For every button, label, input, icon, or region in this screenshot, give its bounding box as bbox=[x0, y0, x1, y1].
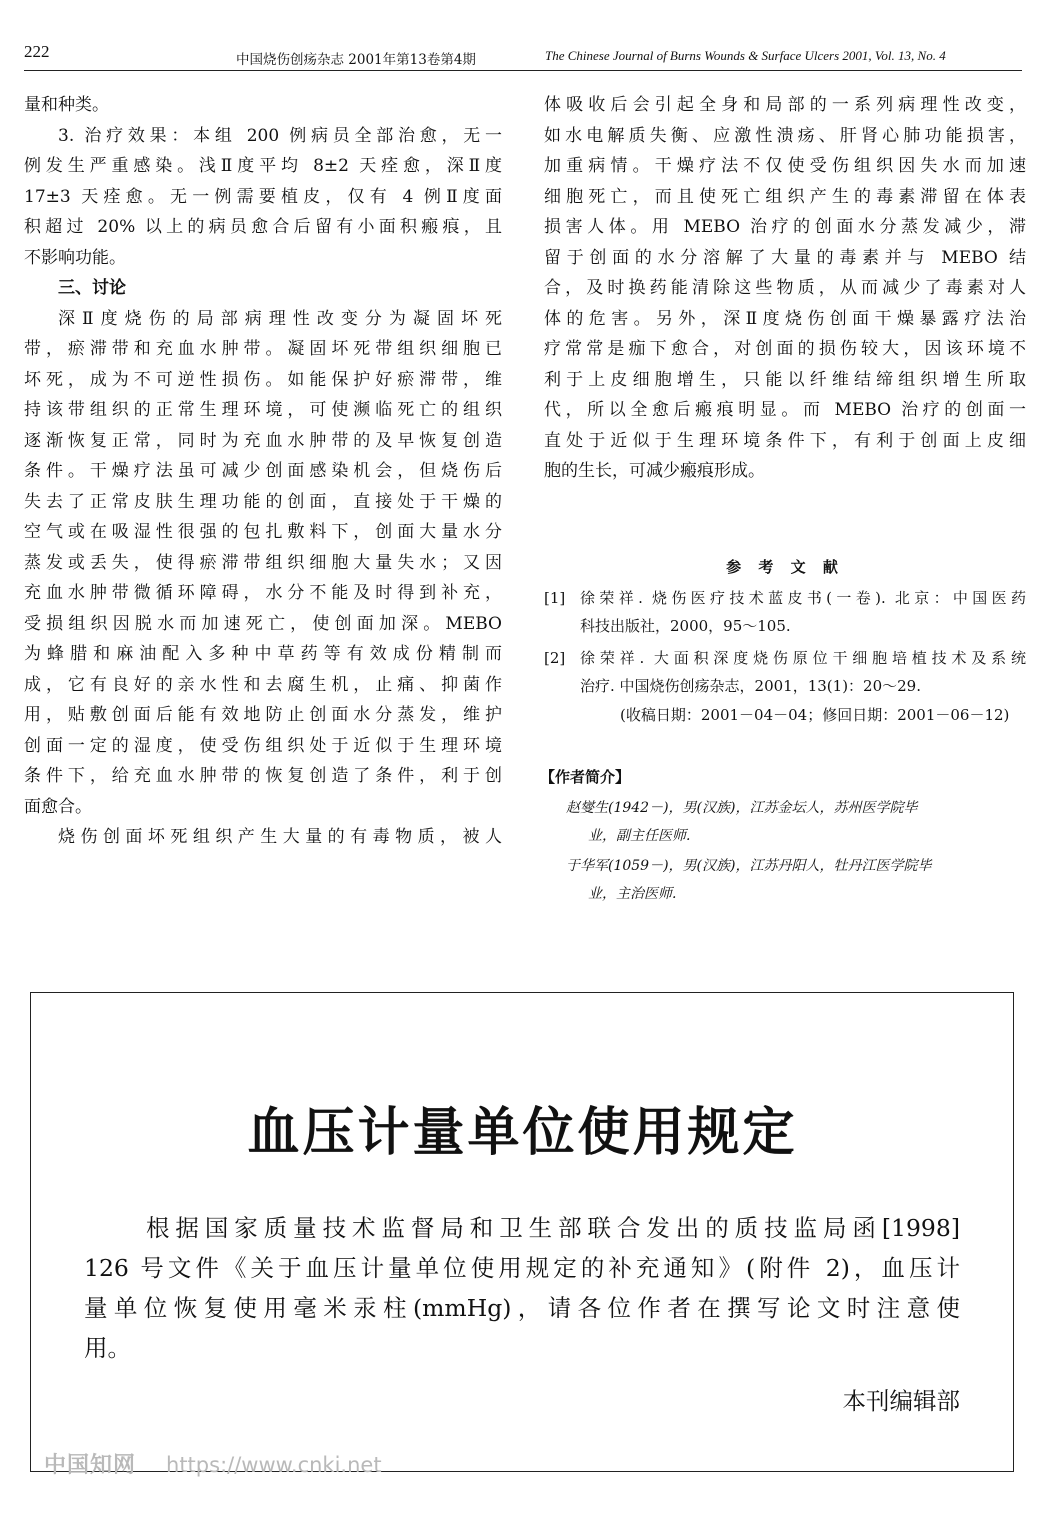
body-line: 体吸收后会引起全身和局部的一系列病理性改变， bbox=[544, 95, 1026, 115]
author-note bbox=[566, 794, 1026, 850]
body-line: 充血水肿带微循环障碍，水分不能及时得到补充， bbox=[24, 583, 502, 603]
body-line: 留于创面的水分溶解了大量的毒素并与 MEBO 结 bbox=[544, 247, 1026, 268]
body-line: 受损组织因脱水而加速死亡，使创面加深。MEBO bbox=[24, 613, 502, 634]
body-line: 逐渐恢复正常，同时为充血水肿带的及早恢复创造 bbox=[24, 430, 502, 451]
reference-item bbox=[544, 644, 1026, 700]
body-line: 损害人体。用 MEBO 治疗的创面水分蒸发减少，滞 bbox=[544, 217, 1026, 237]
author-note-line: 业，副主任医师. bbox=[588, 828, 691, 844]
body-line: 加重病情。干燥疗法不仅使受伤组织因失水而加速 bbox=[544, 156, 1026, 176]
author-note bbox=[566, 852, 1026, 908]
body-line: 成，它有良好的亲水性和去腐生机，止痛、抑菌作 bbox=[24, 674, 502, 695]
body-line: 条件。干燥疗法虽可减少创面感染机会，但烧伤后 bbox=[24, 461, 502, 481]
author-notes-heading: 【作者简介】 bbox=[540, 768, 631, 786]
body-line: 空气或在吸湿性很强的包扎敷料下，创面大量水分 bbox=[24, 522, 502, 542]
body-line: 细胞死亡，而且使死亡组织产生的毒素滞留在体表 bbox=[544, 186, 1026, 207]
reference-line: 科技出版社，2000，95～105. bbox=[580, 617, 791, 635]
cnki-logo: 中国知网 bbox=[44, 1453, 137, 1478]
cnki-url-link[interactable]: https://www.cnki.net bbox=[166, 1453, 382, 1477]
body-line: 持该带组织的正常生理环境，可使濒临死亡的组织 bbox=[24, 400, 502, 420]
body-line: 不影响功能。 bbox=[24, 247, 126, 268]
body-line: 用，贴敷创面后能有效地防止创面水分蒸发，维护 bbox=[24, 705, 502, 725]
author-note-line: 业，主治医师. bbox=[588, 886, 677, 902]
reference-line: 治疗. 中国烧伤创疡杂志，2001，13(1)：20～29. bbox=[580, 677, 921, 695]
body-line: 积超过 20% 以上的病员愈合后留有小面积瘢痕，且 bbox=[24, 217, 502, 237]
received-dates: (收稿日期：2001－04－04；修回日期：2001－06－12) bbox=[620, 706, 1010, 724]
reference-line: 徐荣祥. 大面积深度烧伤原位干细胞培植技术及系统 bbox=[580, 649, 1026, 667]
reference-number: [1] bbox=[544, 589, 566, 607]
body-line: 直处于近似于生理环境条件下，有利于创面上皮细 bbox=[544, 430, 1026, 451]
body-line: 利于上皮细胞增生，只能以纤维结缔组织增生所取 bbox=[544, 369, 1026, 390]
page-number: 222 bbox=[24, 42, 50, 61]
section-heading-discussion: 三、讨论 bbox=[58, 278, 126, 298]
body-line: 烧伤创面坏死组织产生大量的有毒物质，被人 bbox=[58, 827, 502, 847]
right-column bbox=[544, 90, 1026, 487]
notice-signature: 本刊编辑部 bbox=[842, 1387, 960, 1415]
body-line: 疗常常是痂下愈合，对创面的损伤较大，因该环境不 bbox=[544, 339, 1026, 359]
body-line: 3. 治疗效果：本组 200 例病员全部治愈，无一 bbox=[58, 125, 502, 146]
body-line: 带，瘀滞带和充血水肿带。凝固坏死带组织细胞已 bbox=[24, 339, 502, 359]
author-note-line: 于华军(1059－)，男(汉族)，江苏丹阳人，牡丹江医学院毕 bbox=[566, 858, 932, 874]
body-line: 17±3 天痊愈。无一例需要植皮，仅有 4 例Ⅱ度面 bbox=[24, 186, 502, 207]
notice-line: 用。 bbox=[84, 1334, 131, 1362]
notice-body bbox=[84, 1208, 960, 1368]
left-column bbox=[24, 90, 502, 853]
body-line: 深Ⅱ度烧伤的局部病理性改变分为凝固坏死 bbox=[58, 308, 502, 329]
body-line: 蒸发或丢失，使得瘀滞带组织细胞大量失水；又因 bbox=[24, 552, 502, 573]
body-line: 量和种类。 bbox=[24, 95, 109, 115]
body-line: 体的危害。另外，深Ⅱ度烧伤创面干燥暴露疗法治 bbox=[544, 308, 1026, 329]
header-rule bbox=[24, 70, 1022, 71]
body-line: 创面一定的湿度，使受伤组织处于近似于生理环境 bbox=[24, 735, 502, 756]
notice-line: 126 号文件《关于血压计量单位使用规定的补充通知》(附件 2)，血压计 bbox=[84, 1254, 960, 1282]
reference-number: [2] bbox=[544, 649, 566, 667]
body-line: 如水电解质失衡、应激性溃疡、肝肾心肺功能损害， bbox=[544, 125, 1026, 146]
journal-title-english: The Chinese Journal of Burns Wounds & Surface Ulcers 2001, Vol. 13, No. 4 bbox=[545, 48, 946, 63]
body-line: 条件下，给充血水肿带的恢复创造了条件，利于创 bbox=[24, 766, 502, 786]
reference-line: 徐荣祥. 烧伤医疗技术蓝皮书(一卷). 北京：中国医药 bbox=[580, 589, 1026, 607]
journal-title-chinese: 中国烧伤创疡杂志 2001年第13卷第4期 bbox=[236, 52, 476, 68]
body-line: 胞的生长，可减少瘢痕形成。 bbox=[544, 461, 765, 481]
author-note-line: 赵燮生(1942－)，男(汉族)，江苏金坛人，苏州医学院毕 bbox=[566, 800, 918, 816]
body-line: 坏死，成为不可逆性损伤。如能保护好瘀滞带，维 bbox=[24, 369, 502, 390]
reference-item bbox=[544, 584, 1026, 640]
footer-watermark bbox=[44, 1448, 382, 1479]
body-line: 合，及时换药能清除这些物质，从而减少了毒素对人 bbox=[544, 278, 1026, 298]
references-heading: 参 考 文 献 bbox=[726, 558, 844, 576]
notice-line: 根据国家质量技术监督局和卫生部联合发出的质技监局函[1998] bbox=[146, 1214, 960, 1242]
body-line: 失去了正常皮肤生理功能的创面，直接处于干燥的 bbox=[24, 491, 502, 512]
body-line: 为蜂腊和麻油配入多种中草药等有效成份精制而 bbox=[24, 644, 502, 664]
body-line: 例发生严重感染。浅Ⅱ度平均 8±2 天痊愈，深Ⅱ度 bbox=[24, 156, 502, 176]
notice-title: 血压计量单位使用规定 bbox=[247, 1103, 798, 1163]
body-line: 面愈合。 bbox=[24, 796, 92, 817]
body-line: 代，所以全愈后瘢痕明显。而 MEBO 治疗的创面一 bbox=[544, 400, 1026, 420]
notice-line: 量单位恢复使用毫米汞柱(mmHg)，请各位作者在撰写论文时注意使 bbox=[84, 1294, 960, 1322]
